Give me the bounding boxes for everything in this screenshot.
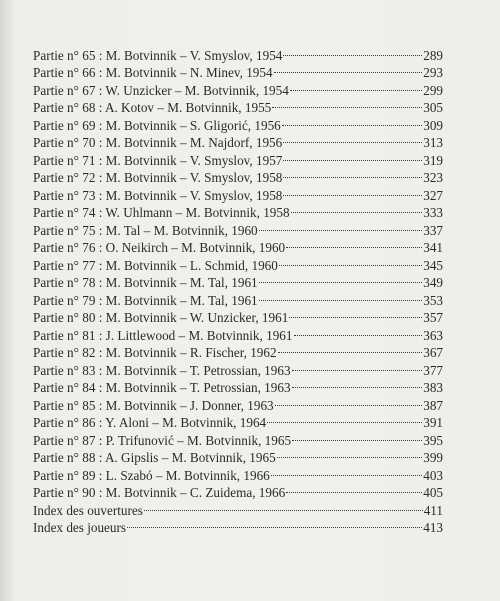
entry-title: Partie n° 89 : L. Szabó – M. Botvinnik, 1966 bbox=[33, 467, 270, 483]
dot-leader bbox=[291, 200, 423, 218]
entry-title: Partie n° 66 : M. Botvinnik – N. Minev, 1954 bbox=[33, 65, 273, 80]
dot-leader bbox=[272, 95, 422, 113]
dot-leader bbox=[275, 392, 423, 410]
entry-page-number: 395 bbox=[423, 432, 443, 448]
entry-page-number: 349 bbox=[423, 275, 443, 290]
dot-leader bbox=[283, 42, 422, 60]
entry-title: Partie n° 82 : M. Botvinnik – R. Fischer, 1962 bbox=[33, 345, 277, 360]
entry-title: Index des joueurs bbox=[33, 520, 127, 535]
dot-leader bbox=[289, 305, 422, 323]
dot-leader bbox=[144, 497, 423, 515]
dot-leader bbox=[292, 375, 423, 393]
dot-leader bbox=[259, 270, 423, 288]
dot-leader bbox=[259, 287, 423, 305]
entry-title: Partie n° 80 : M. Botvinnik – W. Unzicker, 1961 bbox=[33, 310, 289, 325]
entry-title: Partie n° 86 : Y. Aloni – M. Botvinnik, 1964 bbox=[33, 415, 267, 430]
entry-title: Partie n° 76 : O. Neikirch – M. Botvinnik, 1960 bbox=[33, 240, 286, 255]
dot-leader bbox=[286, 235, 422, 253]
entry-title: Partie n° 75 : M. Tal – M. Botvinnik, 1960 bbox=[33, 222, 258, 238]
dot-leader bbox=[283, 182, 422, 200]
toc-entry bbox=[33, 42, 443, 63]
entry-page-number: 313 bbox=[423, 135, 443, 150]
table-of-contents bbox=[33, 42, 443, 535]
dot-leader bbox=[290, 77, 422, 95]
dot-leader bbox=[294, 322, 423, 340]
dot-leader bbox=[278, 340, 423, 358]
entry-page-number: 353 bbox=[423, 292, 443, 308]
entry-page-number: 367 bbox=[423, 345, 443, 360]
entry-page-number: 377 bbox=[423, 362, 443, 378]
entry-title: Partie n° 65 : M. Botvinnik – V. Smyslov, 1954 bbox=[33, 47, 283, 63]
entry-page-number: 399 bbox=[423, 450, 443, 465]
entry-page-number: 391 bbox=[423, 415, 443, 430]
entry-page-number: 341 bbox=[423, 240, 443, 255]
entry-page-number: 405 bbox=[423, 485, 443, 500]
entry-page-number: 403 bbox=[423, 467, 443, 483]
entry-page-number: 337 bbox=[423, 222, 443, 238]
entry-title: Partie n° 72 : M. Botvinnik – V. Smyslov, 1958 bbox=[33, 170, 283, 185]
dot-leader bbox=[292, 427, 422, 445]
dot-leader bbox=[259, 217, 423, 235]
entry-page-number: 299 bbox=[423, 82, 443, 98]
entry-title: Index des ouvertures bbox=[33, 502, 143, 518]
entry-page-number: 357 bbox=[423, 310, 443, 325]
dot-leader bbox=[283, 130, 422, 148]
entry-page-number: 387 bbox=[423, 397, 443, 413]
entry-title: Partie n° 84 : M. Botvinnik – T. Petrossian, 1963 bbox=[33, 380, 291, 395]
entry-title: Partie n° 81 : J. Littlewood – M. Botvinnik, 1961 bbox=[33, 327, 293, 343]
entry-title: Partie n° 73 : M. Botvinnik – V. Smyslov, 1958 bbox=[33, 187, 283, 203]
entry-title: Partie n° 74 : W. Uhlmann – M. Botvinnik, 1958 bbox=[33, 205, 290, 220]
entry-page-number: 327 bbox=[423, 187, 443, 203]
dot-leader bbox=[267, 410, 422, 428]
entry-page-number: 333 bbox=[423, 205, 443, 220]
entry-page-number: 319 bbox=[423, 152, 443, 168]
entry-page-number: 383 bbox=[423, 380, 443, 395]
entry-title: Partie n° 87 : P. Trifunović – M. Botvinnik, 1965 bbox=[33, 432, 292, 448]
entry-page-number: 363 bbox=[423, 327, 443, 343]
entry-title: Partie n° 69 : M. Botvinnik – S. Gligorić, 1956 bbox=[33, 117, 281, 133]
dot-leader bbox=[127, 515, 422, 533]
entry-title: Partie n° 71 : M. Botvinnik – V. Smyslov, 1957 bbox=[33, 152, 283, 168]
dot-leader bbox=[286, 480, 422, 498]
entry-title: Partie n° 78 : M. Botvinnik – M. Tal, 1961 bbox=[33, 275, 258, 290]
dot-leader bbox=[271, 462, 422, 480]
entry-title: Partie n° 77 : M. Botvinnik – L. Schmid, 1960 bbox=[33, 257, 278, 273]
entry-page-number: 309 bbox=[423, 117, 443, 133]
dot-leader bbox=[279, 252, 422, 270]
entry-title: Partie n° 88 : A. Gipslis – M. Botvinnik, 1965 bbox=[33, 450, 276, 465]
dot-leader bbox=[277, 445, 423, 463]
entry-page-number: 305 bbox=[423, 100, 443, 115]
entry-page-number: 289 bbox=[423, 47, 443, 63]
dot-leader bbox=[283, 147, 422, 165]
entry-page-number: 323 bbox=[423, 170, 443, 185]
entry-page-number: 293 bbox=[423, 65, 443, 80]
entry-title: Partie n° 90 : M. Botvinnik – C. Zuidema, 1966 bbox=[33, 485, 286, 500]
entry-title: Partie n° 67 : W. Unzicker – M. Botvinnik, 1954 bbox=[33, 82, 289, 98]
entry-page-number: 345 bbox=[423, 257, 443, 273]
dot-leader bbox=[274, 60, 423, 78]
entry-title: Partie n° 83 : M. Botvinnik – T. Petrossian, 1963 bbox=[33, 362, 291, 378]
entry-title: Partie n° 68 : A. Kotov – M. Botvinnik, 1955 bbox=[33, 100, 272, 115]
entry-page-number: 411 bbox=[423, 502, 443, 518]
entry-title: Partie n° 79 : M. Botvinnik – M. Tal, 1961 bbox=[33, 292, 258, 308]
dot-leader bbox=[282, 112, 422, 130]
entry-title: Partie n° 70 : M. Botvinnik – M. Najdorf, 1956 bbox=[33, 135, 283, 150]
entry-page-number: 413 bbox=[423, 520, 443, 535]
page-gutter-shadow bbox=[0, 0, 14, 601]
dot-leader bbox=[292, 357, 423, 375]
dot-leader bbox=[283, 165, 422, 183]
entry-title: Partie n° 85 : M. Botvinnik – J. Donner, 1963 bbox=[33, 397, 274, 413]
